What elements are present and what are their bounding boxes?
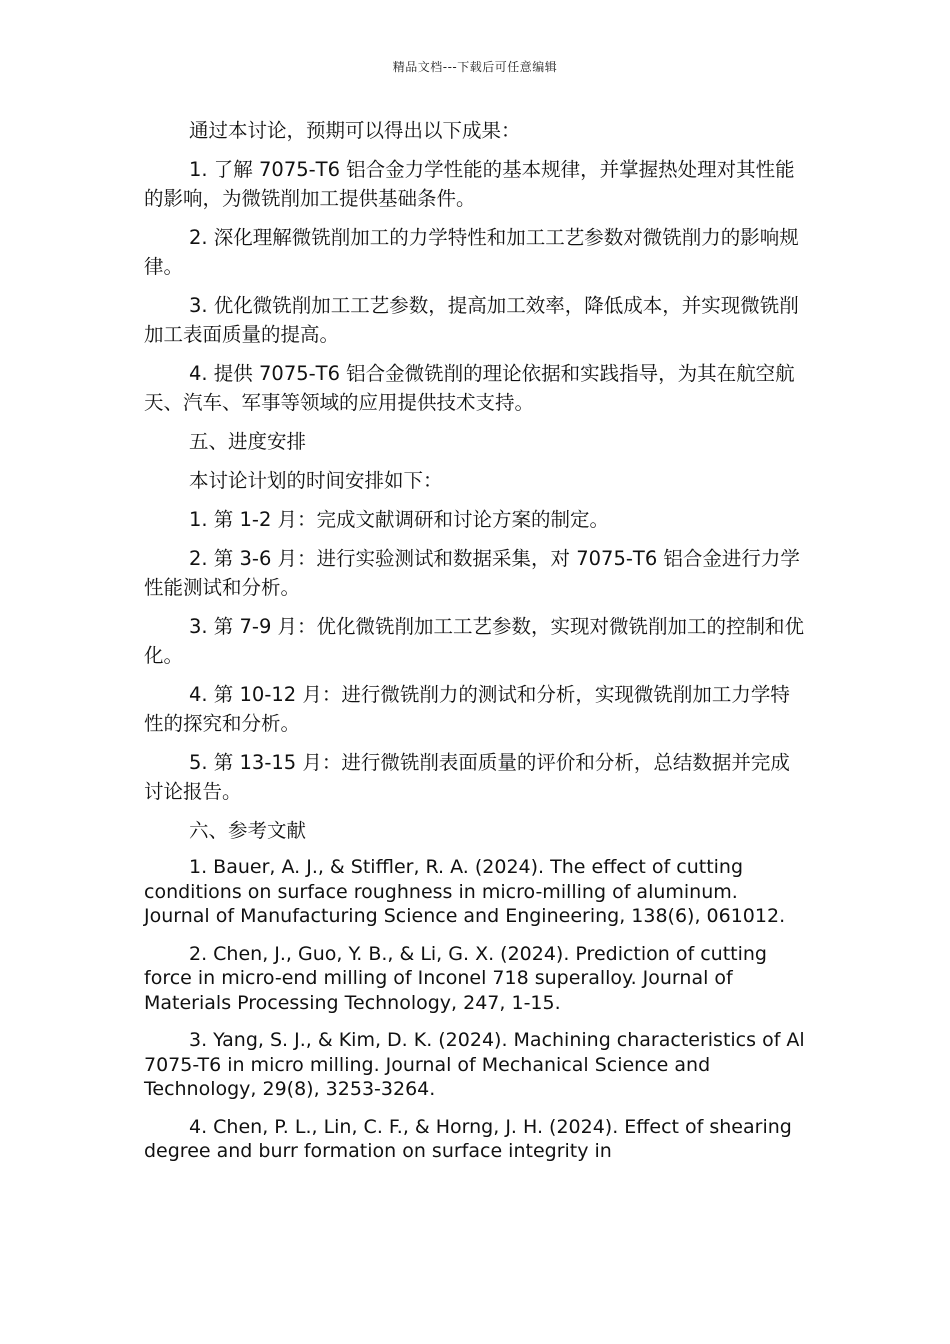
reference-item-2: 2. Chen, J., Guo, Y. B., & Li, G. X. (2024). Prediction of cutting force in micro-end milling of Inconel 718 superalloy. Journal of Materials Processing Technology, 247, 1-15.: [144, 942, 767, 1014]
paragraph-schedule-3: 3. 第 7-9 月：优化微铣削加工工艺参数，实现对微铣削加工的控制和优化。: [144, 615, 805, 667]
reference-item-4: 4. Chen, P. L., Lin, C. F., & Horng, J. H. (2024). Effect of shearing degree and burr formation on surface integrity in: [144, 1115, 792, 1162]
reference-item-1: 1. Bauer, A. J., & Stiffler, R. A. (2024). The effect of cutting conditions on surface roughness in micro-milling of aluminum. Journal of Manufacturing Science and Engineering, 138(6), 061012.: [144, 856, 786, 927]
page-header: 精品文档---下载后可任意编辑: [392, 60, 558, 74]
paragraph-outcome-2: 2. 深化理解微铣削加工的力学特性和加工工艺参数对微铣削力的影响规律。: [144, 226, 799, 278]
section-heading-references: 六、参考文献: [189, 819, 307, 842]
paragraph-schedule-2: 2. 第 3-6 月：进行实验测试和数据采集，对 7075-T6 铝合金进行力学性能测试和分析。: [144, 547, 800, 599]
paragraph-outcome-1: 1. 了解 7075-T6 铝合金力学性能的基本规律，并掌握热处理对其性能的影响，为微铣削加工提供基础条件。: [144, 158, 795, 210]
paragraph-schedule-1: 1. 第 1-2 月：完成文献调研和讨论方案的制定。: [189, 508, 610, 531]
paragraph-schedule-4: 4. 第 10-12 月：进行微铣削力的测试和分析，实现微铣削加工力学特性的探究和分析。: [144, 683, 790, 735]
reference-item-3: 3. Yang, S. J., & Kim, D. K. (2024). Machining characteristics of Al 7075-T6 in micro milling. Journal of Mechanical Science and Technology, 29(8), 3253-3264.: [144, 1029, 805, 1100]
paragraph-schedule-5: 5. 第 13-15 月：进行微铣削表面质量的评价和分析，总结数据并完成讨论报告。: [144, 751, 790, 803]
paragraph-schedule-intro: 本讨论计划的时间安排如下：: [189, 469, 443, 492]
section-heading-schedule: 五、进度安排: [189, 430, 307, 453]
paragraph-outcome-3: 3. 优化微铣削加工工艺参数，提高加工效率，降低成本，并实现微铣削加工表面质量的提高。: [144, 294, 799, 346]
document-body: [144, 116, 809, 1164]
paragraph-outcome-4: 4. 提供 7075-T6 铝合金微铣削的理论依据和实践指导，为其在航空航天、汽车、军事等领域的应用提供技术支持。: [144, 362, 795, 414]
paragraph-outcomes-intro: 通过本讨论，预期可以得出以下成果：: [189, 119, 521, 142]
